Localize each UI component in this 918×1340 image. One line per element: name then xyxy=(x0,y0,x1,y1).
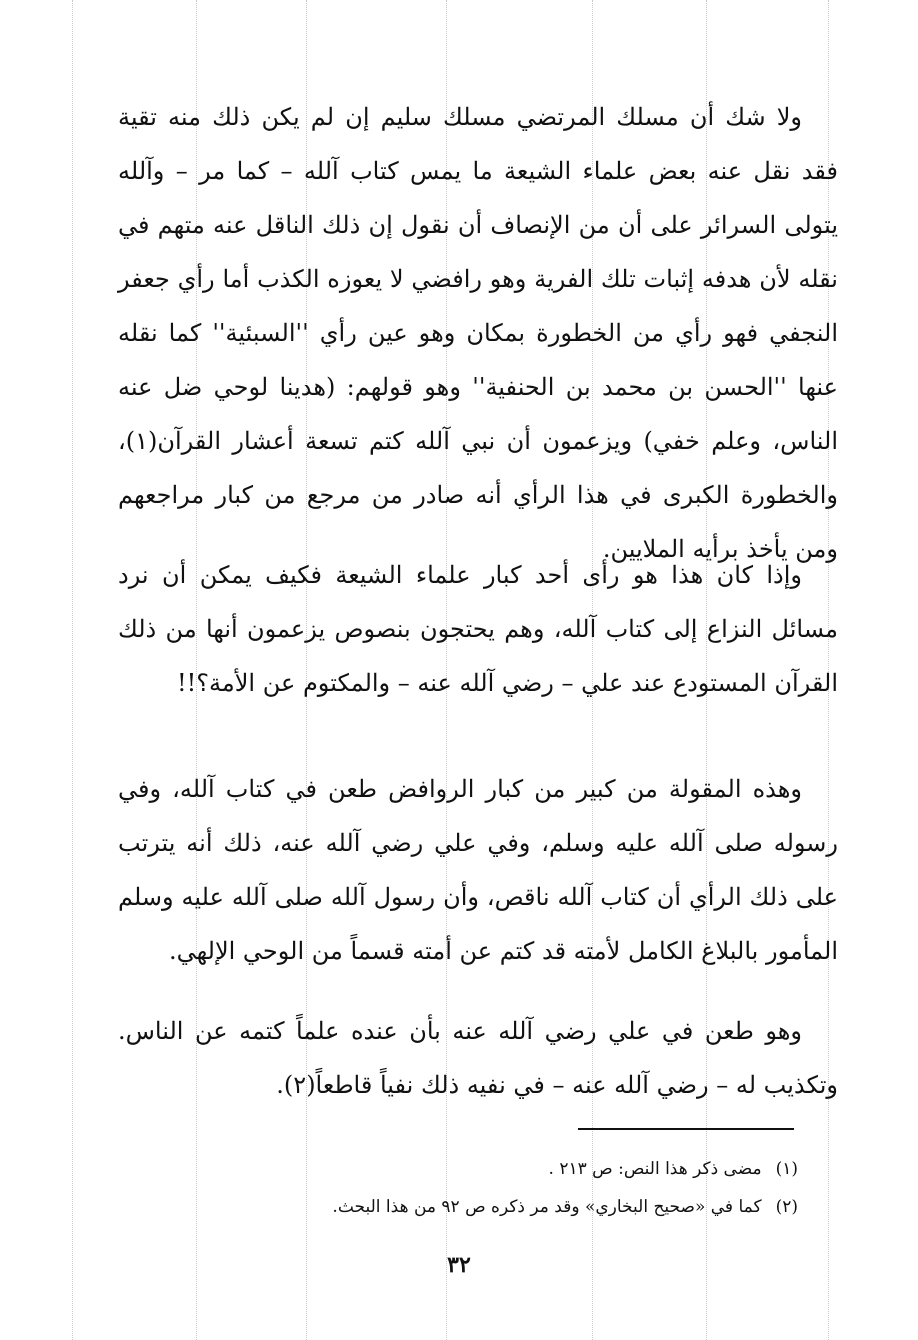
paragraph-text: وهو طعن في علي رضي آلله عنه بأن عنده علماً كتمه عن الناس. وتكذيب له – رضي آلله عنه – في نفيه ذلك نفياً قاطعاً(٢). xyxy=(118,1017,838,1099)
paragraph-text: ولا شك أن مسلك المرتضي مسلك سليم إن لم يكن ذلك منه تقية فقد نقل عنه بعض علماء الشيعة ما يمس كتاب آلله – كما مر – وآلله يتولى السرائر على أن من الإنصاف أن نقول إن ذلك الناقل عنه متهم في نقله لأن هدفه إثبات تلك الفرية وهو رافضي لا يعوزه الكذب أما رأي جعفر النجفي فهو رأي من الخطورة بمكان وهو عين رأي ''السبئية'' كما نقله عنها ''الحسن بن محمد بن الحنفية'' وهو قولهم: (هدينا لوحي ضل عنه الناس، وعلم خفي) ويزعمون أن نبي آلله كتم تسعة أعشار القرآن(١)، والخطورة الكبرى في هذا الرأي أنه صادر من مرجع من كبار مراجعهم ومن يأخذ برأيه الملايين. xyxy=(118,103,839,563)
footnotes xyxy=(118,1150,798,1226)
paragraph-4 xyxy=(118,1004,838,1112)
paragraph-text: وهذه المقولة من كبير من كبار الروافض طعن في كتاب آلله، وفي رسوله صلى آلله عليه وسلم، وفي علي رضي آلله عنه، ذلك أنه يترتب على ذلك الرأي أن كتاب آلله ناقص، وأن رسول آلله صلى آلله عليه وسلم المأمور بالبلاغ الكامل لأمته قد كتم عن أمته قسماً من الوحي الإلهي. xyxy=(118,775,838,965)
footnote-marker: (٢) xyxy=(775,1197,798,1217)
footnote-text: كما في «صحيح البخاري» وقد مر ذكره ص ٩٢ من هذا البحث. xyxy=(332,1197,762,1217)
paragraph-1 xyxy=(118,90,838,576)
paragraph-text: وإذا كان هذا هو رأى أحد كبار علماء الشيعة فكيف يمكن أن نرد مسائل النزاع إلى كتاب آلله، وهم يحتجون بنصوص يزعمون أنها من ذلك القرآن المستودع عند علي – رضي آلله عنه – والمكتوم عن الأمة؟!! xyxy=(118,561,838,697)
footnote-1 xyxy=(118,1150,798,1188)
scan-artifact xyxy=(72,0,73,1340)
footnote-marker: (١) xyxy=(775,1159,798,1179)
footnote-2 xyxy=(118,1188,798,1226)
footnote-divider xyxy=(578,1128,794,1130)
paragraph-3 xyxy=(118,762,838,978)
paragraph-2 xyxy=(118,548,838,710)
page-number: ٣٢ xyxy=(447,1252,471,1278)
footnote-text: مضى ذكر هذا النص: ص ٢١٣ . xyxy=(548,1159,762,1179)
